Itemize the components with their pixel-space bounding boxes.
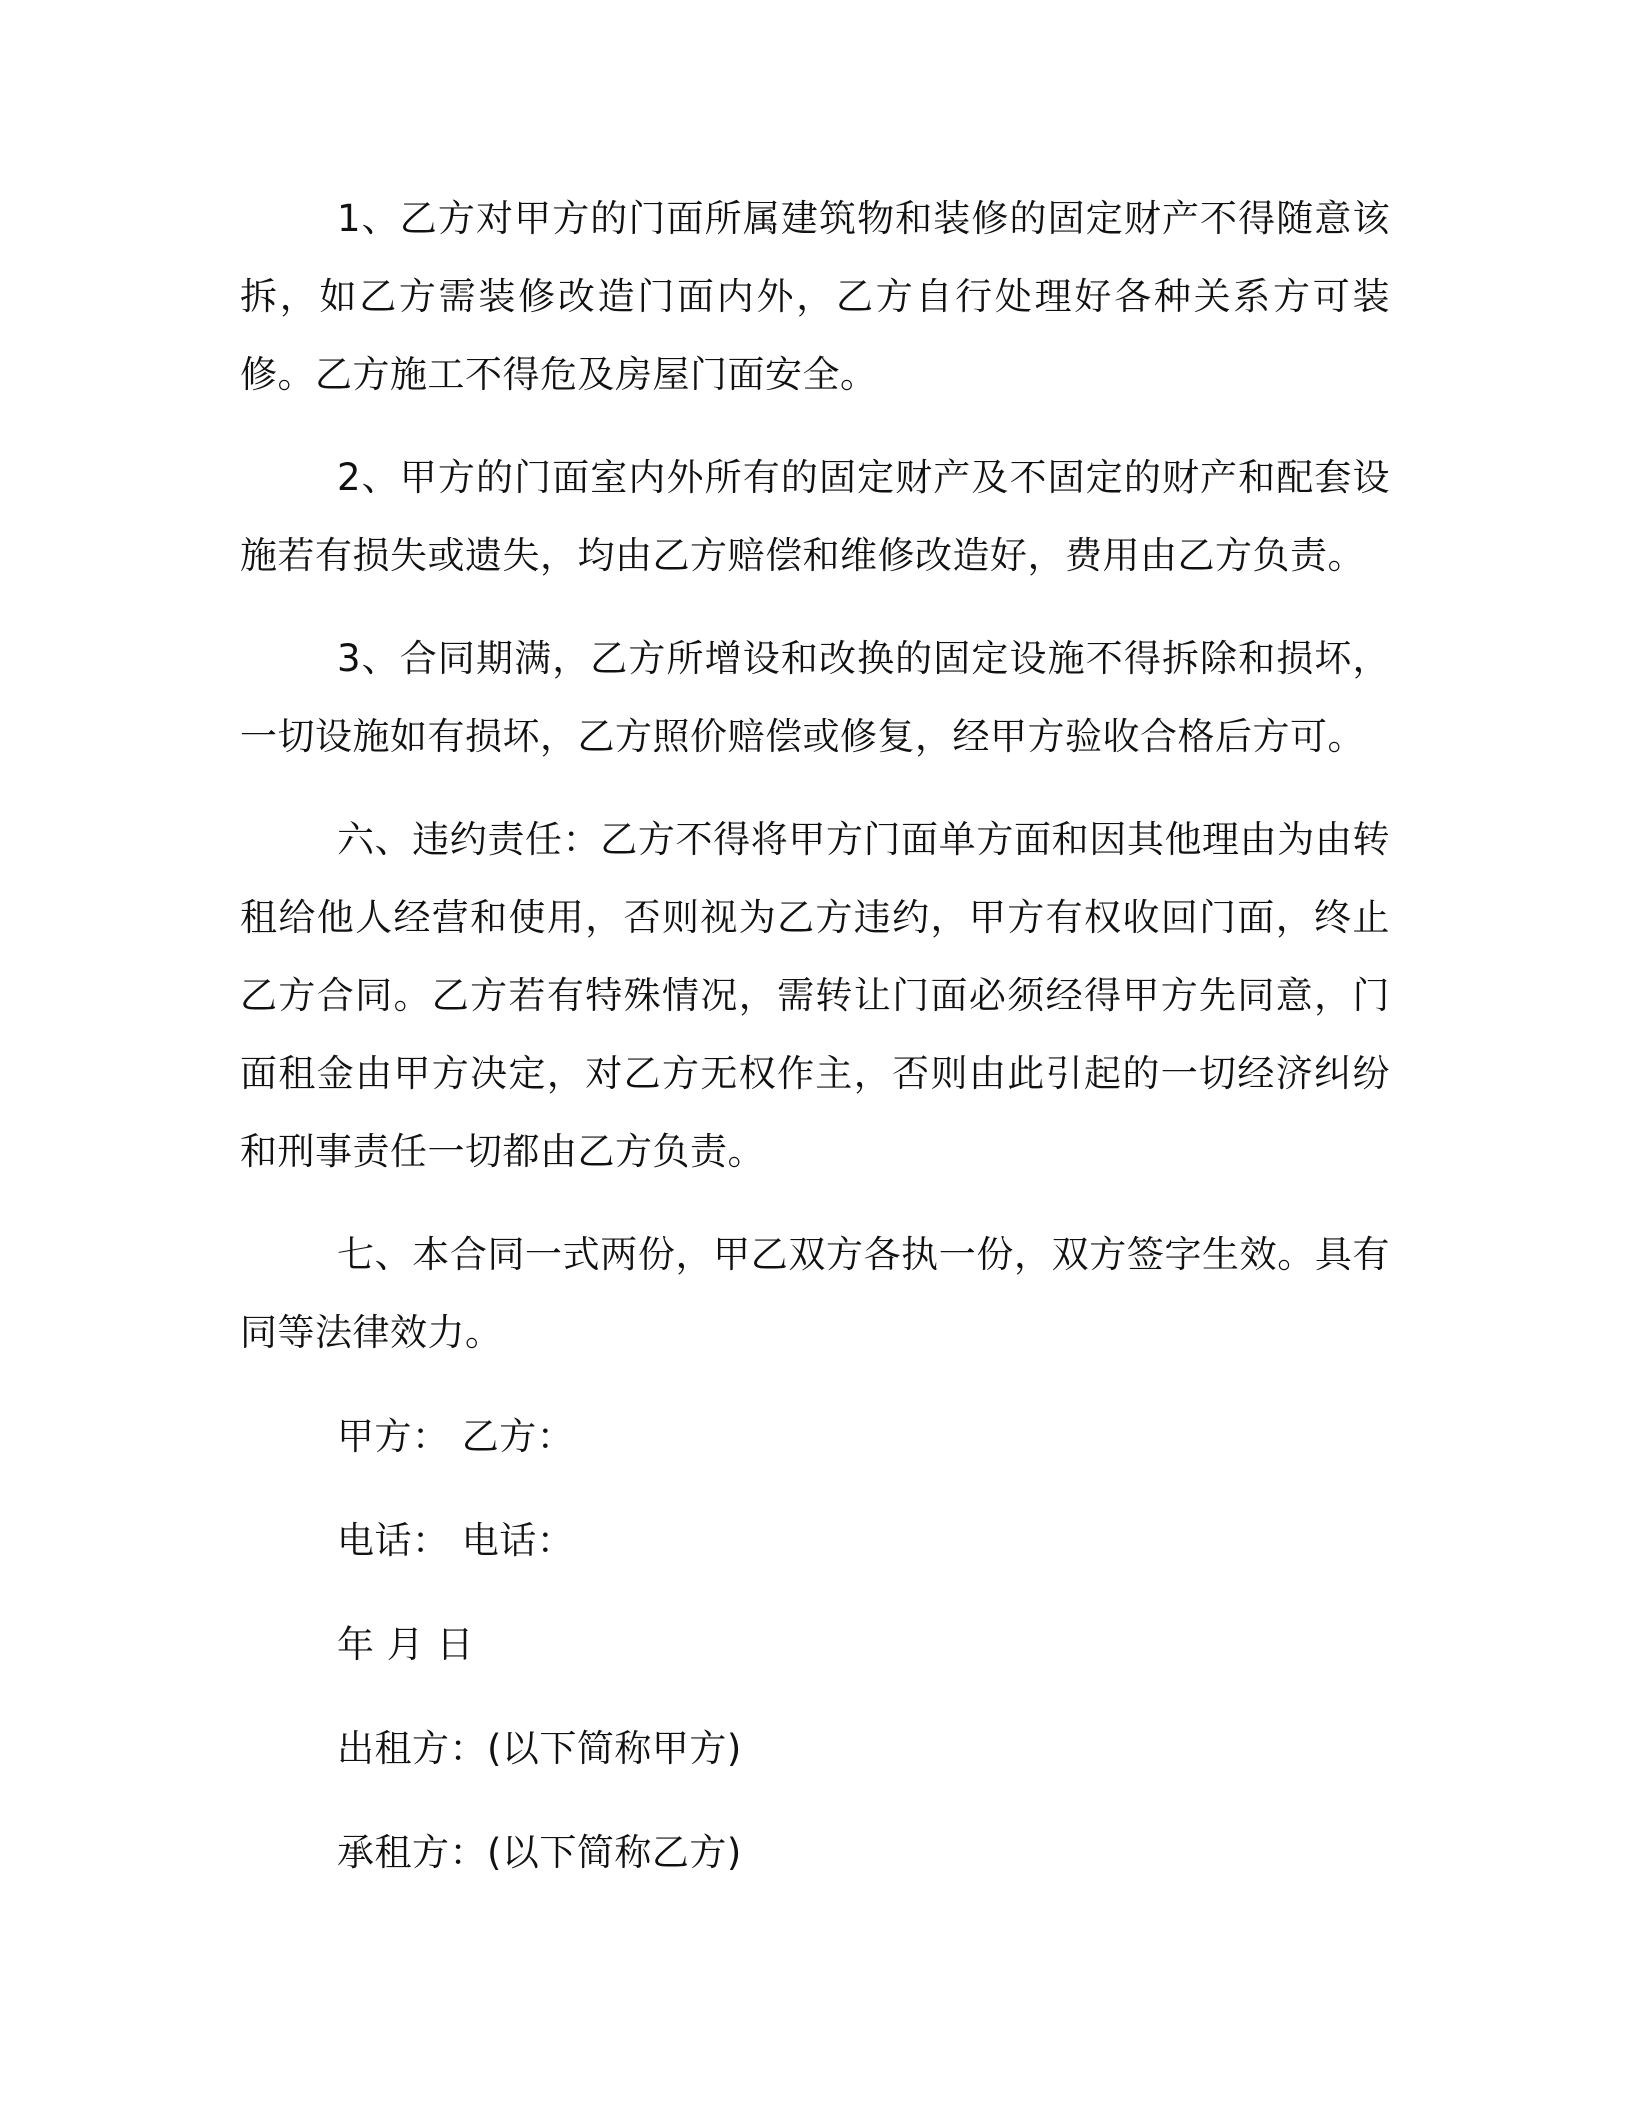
document-page <box>240 180 1390 1892</box>
copies-clause: 七、本合同一式两份，甲乙双方各执一份，双方签字生效。具有同等法律效力。 <box>240 1233 1390 1354</box>
lessee-line: 承租方：(以下简称乙方) <box>337 1831 742 1874</box>
signature-parties: 甲方： 乙方： <box>337 1415 575 1458</box>
clause-1: 1、乙方对甲方的门面所属建筑物和装修的固定财产不得随意该拆，如乙方需装修改造门面内外，乙方自行处理好各种关系方可装修。乙方施工不得危及房屋门面安全。 <box>240 197 1390 396</box>
signature-date: 年 月 日 <box>337 1623 475 1666</box>
breach-liability-clause: 六、违约责任：乙方不得将甲方门面单方面和因其他理由为由转租给他人经营和使用，否则视为乙方违约，甲方有权收回门面，终止乙方合同。乙方若有特殊情况，需转让门面必须经得甲方先同意，门面租金由甲方决定，对乙方无权作主，否则由此引起的一切经济纠纷和刑事责任一切都由乙方负责。 <box>240 818 1390 1173</box>
lessor-line: 出租方：(以下简称甲方) <box>337 1727 742 1770</box>
signature-phones: 电话： 电话： <box>337 1519 575 1562</box>
clause-3: 3、合同期满，乙方所增设和改换的固定设施不得拆除和损坏，一切设施如有损坏，乙方照价赔偿或修复，经甲方验收合格后方可。 <box>240 637 1390 758</box>
clause-2: 2、甲方的门面室内外所有的固定财产及不固定的财产和配套设施若有损失或遗失，均由乙方赔偿和维修改造好，费用由乙方负责。 <box>240 456 1390 577</box>
